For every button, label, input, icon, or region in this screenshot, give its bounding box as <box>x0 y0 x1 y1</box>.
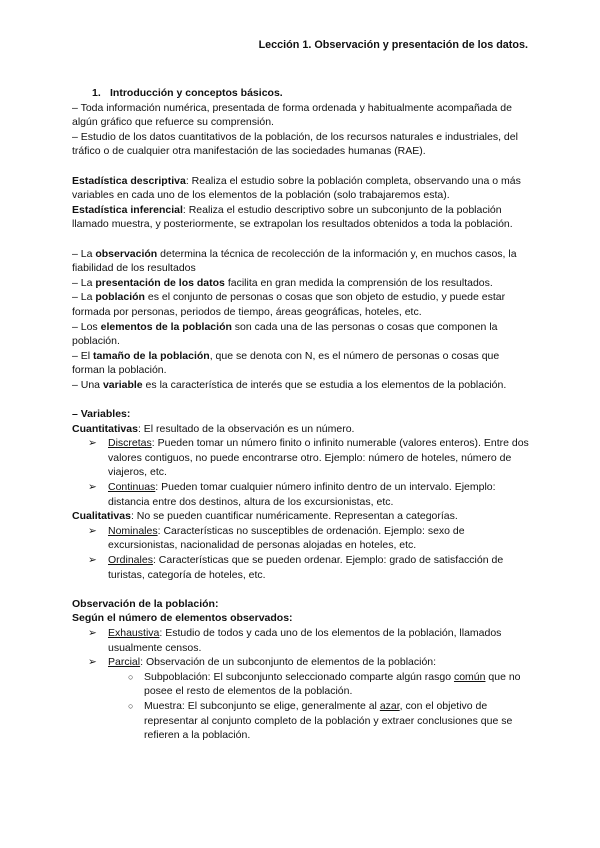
list-item-discretas: ➢ Discretas: Pueden tomar un número finito o infinito numerable (valores enteros). Entre dos valores contiguos, no puede encontrarse otro. Ejemplo: número de hoteles, número de viajeros, etc. <box>88 437 529 479</box>
section-heading <box>72 86 532 101</box>
list-item-subpoblacion: ○ Subpoblación: El subconjunto seleccionado comparte algún rasgo común que no posee el resto de elementos de la población. <box>128 670 521 698</box>
arrow-bullet-icon: ➢ <box>88 481 97 494</box>
list-item-parcial: ➢ Parcial: Observación de un subconjunto de elementos de la población: <box>88 656 437 669</box>
arrow-bullet-icon: ➢ <box>88 524 97 537</box>
list-item-muestra: ○ Muestra: El subconjunto se elige, generalmente al azar, con el objetivo de representar al conjunto completo de la población y extraer conclusiones que se refieren a la población. <box>128 699 513 742</box>
concept-tamano: – El tamaño de la población, que se denota con N, es el número de personas o cosas que forman la población. <box>72 349 500 377</box>
section-title: Introducción y conceptos básicos. <box>110 87 283 99</box>
list-item-ordinales: ➢ Ordinales: Características que se pueden ordenar. Ejemplo: grado de satisfacción de turistas, categoría de hoteles, etc. <box>88 554 504 581</box>
page-header-title: Lección 1. Observación y presentación de los datos. <box>258 39 528 51</box>
concept-variable: – Una variable es la característica de interés que se estudia a los elementos de la población. <box>72 378 507 391</box>
estadistica-descriptiva: Estadística descriptiva: Realiza el estudio sobre la población completa, observando una o más variables en cada uno de los elementos de la población (solo trabajaremos esta). <box>72 174 521 202</box>
term: Estadística descriptiva <box>72 174 186 187</box>
term: Estadística inferencial <box>72 203 183 216</box>
list-item-exhaustiva: ➢ Exhaustiva: Estudio de todos y cada uno de los elementos de la población, llamados usualmente censos. <box>88 626 502 654</box>
section-number: 1. <box>92 87 101 99</box>
definition-2: – Estudio de los datos cuantitativos de la población, de los recursos naturales e industriales, del tráfico o de cualquier otra manifestación de las sociedades humanas (RAE). <box>72 130 518 158</box>
concept-poblacion: – La población es el conjunto de personas o cosas que son objeto de estudio, y puede estar formada por personas, periodos de tiempo, áreas geográficas, hoteles, etc. <box>72 291 506 318</box>
concept-elementos: – Los elementos de la población son cada una de las personas o cosas que componen la población. <box>72 320 498 348</box>
document-body <box>72 86 532 743</box>
arrow-bullet-icon: ➢ <box>88 554 97 566</box>
cualitativas: Cualitativas: No se pueden cuantificar numéricamente. Representan a categorías. <box>72 510 458 523</box>
arrow-bullet-icon: ➢ <box>88 656 97 669</box>
arrow-bullet-icon: ➢ <box>88 437 97 450</box>
observacion-subheading: Según el número de elementos observados: <box>72 612 293 625</box>
circle-bullet-icon: ○ <box>128 700 134 711</box>
estadistica-inferencial: Estadística inferencial: Realiza el estudio descriptivo sobre un subconjunto de la población llamado muestra, y posteriormente, se extrapolan los resultados obtenidos a toda la población. <box>72 203 513 231</box>
arrow-bullet-icon: ➢ <box>88 626 97 639</box>
definition-1: – Toda información numérica, presentada de forma ordenada y habitualmente acompañada de algún gráfico que refuerce su comprensión. <box>72 101 512 129</box>
variables-heading: – Variables: <box>72 408 131 421</box>
concept-observacion: – La observación determina la técnica de recolección de la información y, en muchos casos, la fiabilidad de los resultados <box>72 247 517 275</box>
list-item-nominales: ➢ Nominales: Características no susceptibles de ordenación. Ejemplo: sexo de excursionistas, nacionalidad de personas alojadas en hoteles, etc. <box>88 524 465 552</box>
circle-bullet-icon: ○ <box>128 671 134 682</box>
concept-presentacion: – La presentación de los datos facilita en gran medida la comprensión de los resultados. <box>72 276 493 289</box>
list-item-continuas: ➢ Continuas: Pueden tomar cualquier número infinito dentro de un intervalo. Ejemplo: distancia entre dos destinos, altura de los excursionistas, etc. <box>88 481 496 508</box>
observacion-heading: Observación de la población: <box>72 597 219 610</box>
cuantitativas: Cuantitativas: El resultado de la observación es un número. <box>72 422 355 435</box>
